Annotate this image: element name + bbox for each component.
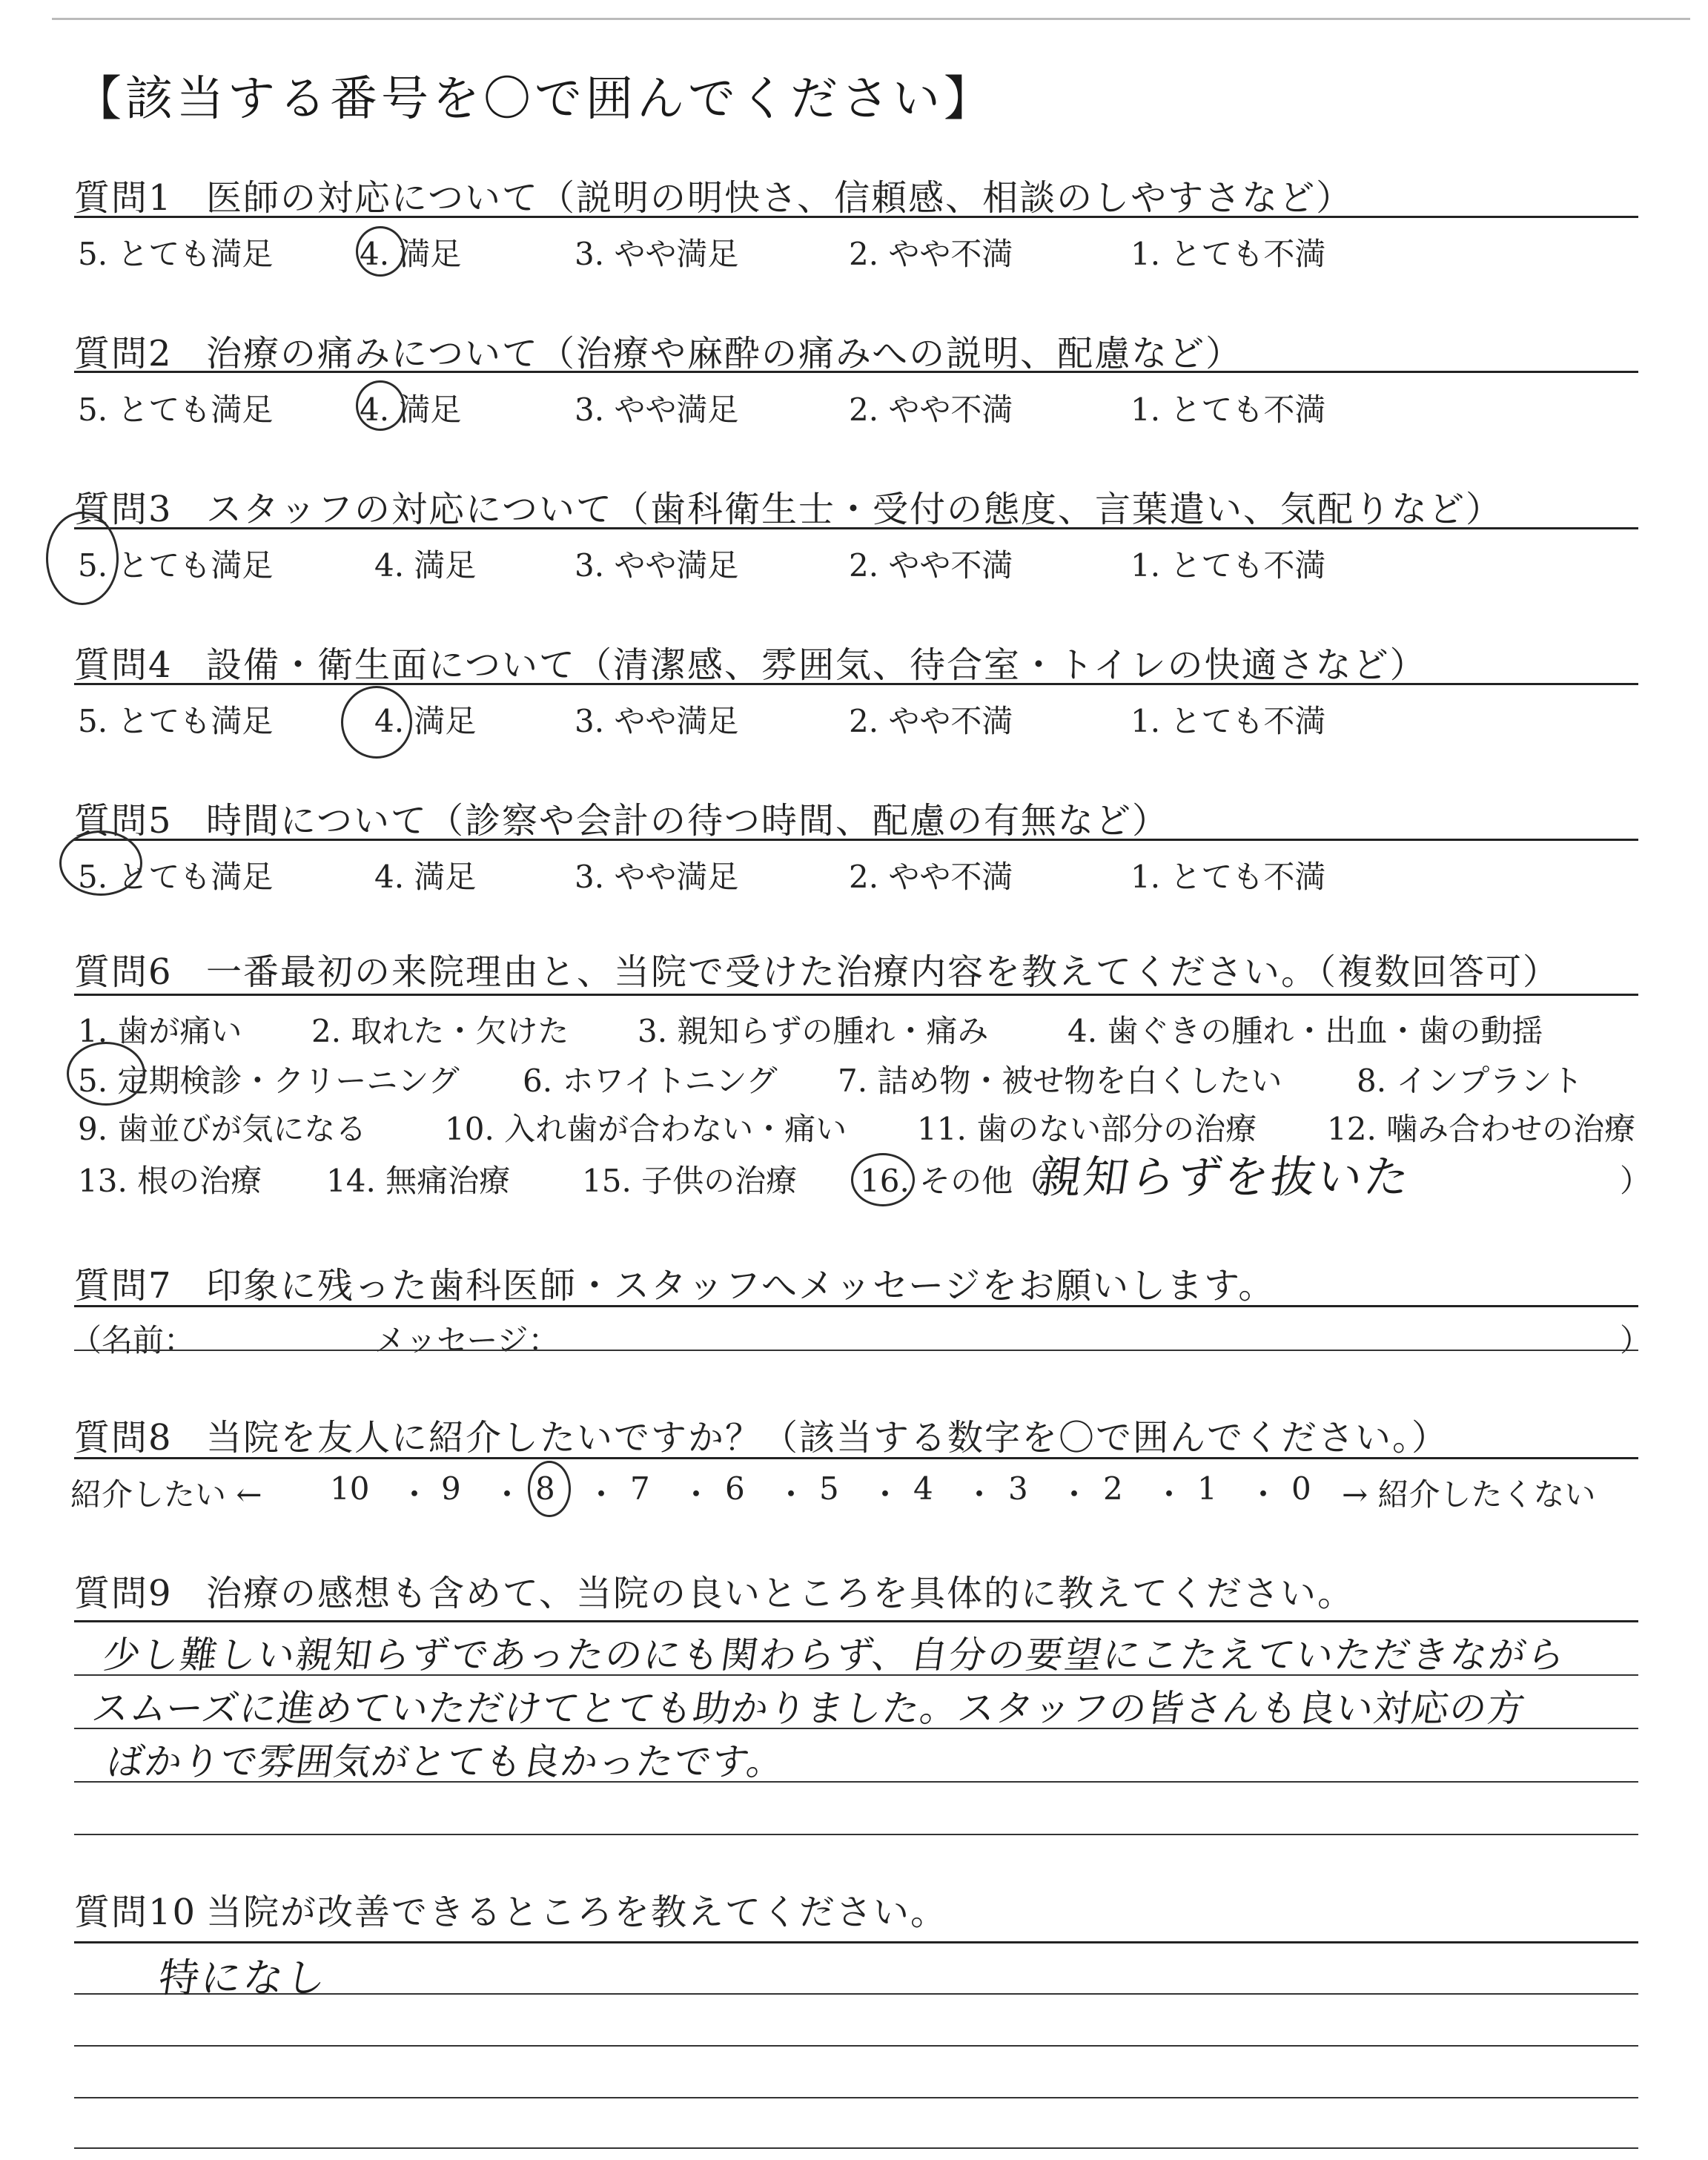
handwritten-answer: 特になし: [156, 1955, 331, 2001]
option-2[interactable]: 2. やや不満: [849, 236, 1013, 272]
question-text: 治療の痛みについて（治療や麻酔の痛みへの説明、配慮など）: [206, 333, 1243, 374]
question-text: 設備・衛生面について（清潔感、雰囲気、待合室・トイレの快適さなど）: [206, 644, 1427, 686]
option-13[interactable]: 13. 根の治療: [78, 1163, 262, 1199]
option-9[interactable]: 9. 歯並びが気になる: [78, 1111, 367, 1147]
scan-edge: [52, 18, 1690, 20]
question-number: 質問4: [74, 644, 173, 686]
option-3[interactable]: 3. 親知らずの腫れ・痛み: [638, 1013, 989, 1049]
option-4[interactable]: 4. 満足: [374, 859, 477, 895]
option-1[interactable]: 1. とても不満: [1131, 703, 1326, 739]
question-text: 医師の対応について（説明の明快さ、信頼感、相談のしやすさなど）: [206, 177, 1354, 219]
close-paren: ）: [1620, 1163, 1652, 1199]
option-4[interactable]: 4. 満足: [374, 547, 477, 584]
option-5[interactable]: 5. とても満足: [78, 547, 274, 584]
question-rule: [74, 216, 1638, 218]
option-5[interactable]: 5. とても満足: [78, 392, 274, 428]
question-9: [74, 1565, 1638, 1616]
option-14[interactable]: 14. 無痛治療: [326, 1163, 511, 1199]
selection-circle: [59, 830, 142, 896]
selection-circle: [46, 512, 119, 605]
option-1[interactable]: 1. とても不満: [1131, 859, 1326, 895]
question-5: [74, 792, 1638, 843]
scale-9[interactable]: 9: [441, 1470, 461, 1507]
page-title: 【該当する番号を〇で囲んでください】: [74, 72, 995, 127]
option-3[interactable]: 3. やや満足: [575, 703, 739, 739]
option-2[interactable]: 2. やや不満: [849, 392, 1013, 428]
question-rule: [74, 839, 1638, 841]
option-6[interactable]: 6. ホワイトニング: [523, 1063, 778, 1099]
option-2[interactable]: 2. 取れた・欠けた: [311, 1013, 569, 1049]
option-8[interactable]: 8. インプラント: [1357, 1063, 1583, 1099]
question-number: 質問1: [74, 177, 173, 219]
option-3[interactable]: 3. やや満足: [575, 236, 739, 272]
question-rule: [74, 683, 1638, 685]
question-number: 質問2: [74, 333, 173, 374]
selection-circle: [356, 226, 405, 277]
scale-4[interactable]: 4: [913, 1470, 933, 1507]
handwritten-answer-line-1: 少し難しい親知らずであったのにも関わらず、自分の要望にこたえていただきながら: [100, 1634, 1569, 1677]
question-4: [74, 636, 1638, 687]
answer-rule: [74, 1941, 1638, 1943]
handwritten-answer-line-2: スムーズに進めていただけてとても助かりました。スタッフの皆さんも良い対応の方: [89, 1687, 1529, 1730]
question-number: 質問9: [74, 1573, 173, 1614]
close-paren: ）: [1620, 1322, 1652, 1358]
question-number: 質問10: [74, 1892, 197, 1933]
question-number: 質問7: [74, 1265, 173, 1307]
question-text: 一番最初の来院理由と、当院で受けた治療内容を教えてください。（複数回答可）: [206, 951, 1560, 993]
answer-rule: [74, 1620, 1638, 1622]
option-5[interactable]: 5. とても満足: [78, 703, 274, 739]
scale-2[interactable]: 2: [1103, 1470, 1123, 1507]
question-6: [74, 943, 1638, 994]
option-16[interactable]: 16. その他（: [860, 1163, 1045, 1199]
scale-1[interactable]: 1: [1197, 1470, 1217, 1507]
option-4[interactable]: 4. 満足: [360, 236, 462, 272]
question-2: [74, 325, 1638, 376]
selection-circle: [356, 380, 405, 431]
scale-8[interactable]: 8: [535, 1470, 555, 1507]
option-15[interactable]: 15. 子供の治療: [582, 1163, 798, 1199]
selection-circle: [851, 1153, 915, 1206]
option-10[interactable]: 10. 入れ歯が合わない・痛い: [445, 1111, 847, 1147]
option-2[interactable]: 2. やや不満: [849, 703, 1013, 739]
question-text: 治療の感想も含めて、当院の良いところを具体的に教えてください。: [206, 1573, 1355, 1614]
option-5[interactable]: 5. とても満足: [78, 859, 274, 895]
answer-rule: [74, 2045, 1638, 2047]
selection-circle: [67, 1042, 145, 1106]
handwritten-other-answer: 親知らずを抜いた: [1033, 1152, 1415, 1203]
option-2[interactable]: 2. やや不満: [849, 859, 1013, 895]
question-1: [74, 169, 1638, 220]
question-3: [74, 480, 1638, 532]
option-12[interactable]: 12. 噛み合わせの治療: [1327, 1111, 1636, 1147]
question-text: 印象に残った歯科医師・スタッフへメッセージをお願いします。: [206, 1265, 1276, 1307]
option-1[interactable]: 1. とても不満: [1131, 236, 1326, 272]
answer-rule: [74, 2097, 1638, 2098]
question-text: 当院が改善できるところを教えてください。: [206, 1892, 948, 1933]
question-rule: [74, 1305, 1638, 1307]
scale-10[interactable]: 10: [330, 1470, 370, 1507]
option-4[interactable]: 4. 満足: [374, 703, 477, 739]
scale-5[interactable]: 5: [819, 1470, 839, 1507]
scale-right-label: → 紹介したくない: [1342, 1476, 1596, 1513]
option-5[interactable]: 5. 定期検診・クリーニング: [78, 1063, 460, 1099]
name-label: （名前：: [70, 1322, 196, 1358]
option-1[interactable]: 1. 歯が痛い: [78, 1013, 242, 1049]
option-3[interactable]: 3. やや満足: [575, 392, 739, 428]
option-1[interactable]: 1. とても不満: [1131, 547, 1326, 584]
option-2[interactable]: 2. やや不満: [849, 547, 1013, 584]
question-10: [74, 1883, 1638, 1935]
question-number: 質問6: [74, 951, 173, 993]
option-4[interactable]: 4. 満足: [360, 392, 462, 428]
question-rule: [74, 371, 1638, 373]
question-number: 質問3: [74, 489, 173, 530]
question-number: 質問5: [74, 800, 173, 842]
option-11[interactable]: 11. 歯のない部分の治療: [917, 1111, 1257, 1147]
scale-left-label: 紹介したい ←: [70, 1476, 262, 1513]
question-7: [74, 1257, 1638, 1308]
field-rule: [74, 1350, 1638, 1351]
scale-3[interactable]: 3: [1008, 1470, 1028, 1507]
message-label: メッセージ：: [374, 1322, 560, 1358]
option-3[interactable]: 3. やや満足: [575, 859, 739, 895]
selection-circle: [528, 1461, 571, 1517]
scale-6[interactable]: 6: [725, 1470, 745, 1507]
answer-rule: [74, 2147, 1638, 2149]
question-rule: [74, 994, 1638, 996]
option-5[interactable]: 5. とても満足: [78, 236, 274, 272]
question-number: 質問8: [74, 1417, 173, 1459]
question-rule: [74, 527, 1638, 529]
option-3[interactable]: 3. やや満足: [575, 547, 739, 584]
question-text: 時間について（診察や会計の待つ時間、配慮の有無など）: [206, 800, 1170, 842]
answer-rule: [74, 1834, 1638, 1835]
option-1[interactable]: 1. とても不満: [1131, 392, 1326, 428]
option-4[interactable]: 4. 歯ぐきの腫れ・出血・歯の動揺: [1068, 1013, 1543, 1049]
question-rule: [74, 1457, 1638, 1459]
question-8: [74, 1409, 1638, 1460]
question-text: スタッフの対応について（歯科衛生士・受付の態度、言葉遣い、気配りなど）: [206, 489, 1503, 530]
option-7[interactable]: 7. 詰め物・被せ物を白くしたい: [838, 1063, 1282, 1099]
selection-circle: [341, 686, 412, 759]
question-text: 当院を友人に紹介したいですか？（該当する数字を〇で囲んでください。）: [206, 1417, 1449, 1459]
handwritten-answer-line-3: ばかりで雰囲気がとても良かったです。: [104, 1740, 788, 1783]
scale-0[interactable]: 0: [1291, 1470, 1311, 1507]
scale-7[interactable]: 7: [630, 1470, 650, 1507]
